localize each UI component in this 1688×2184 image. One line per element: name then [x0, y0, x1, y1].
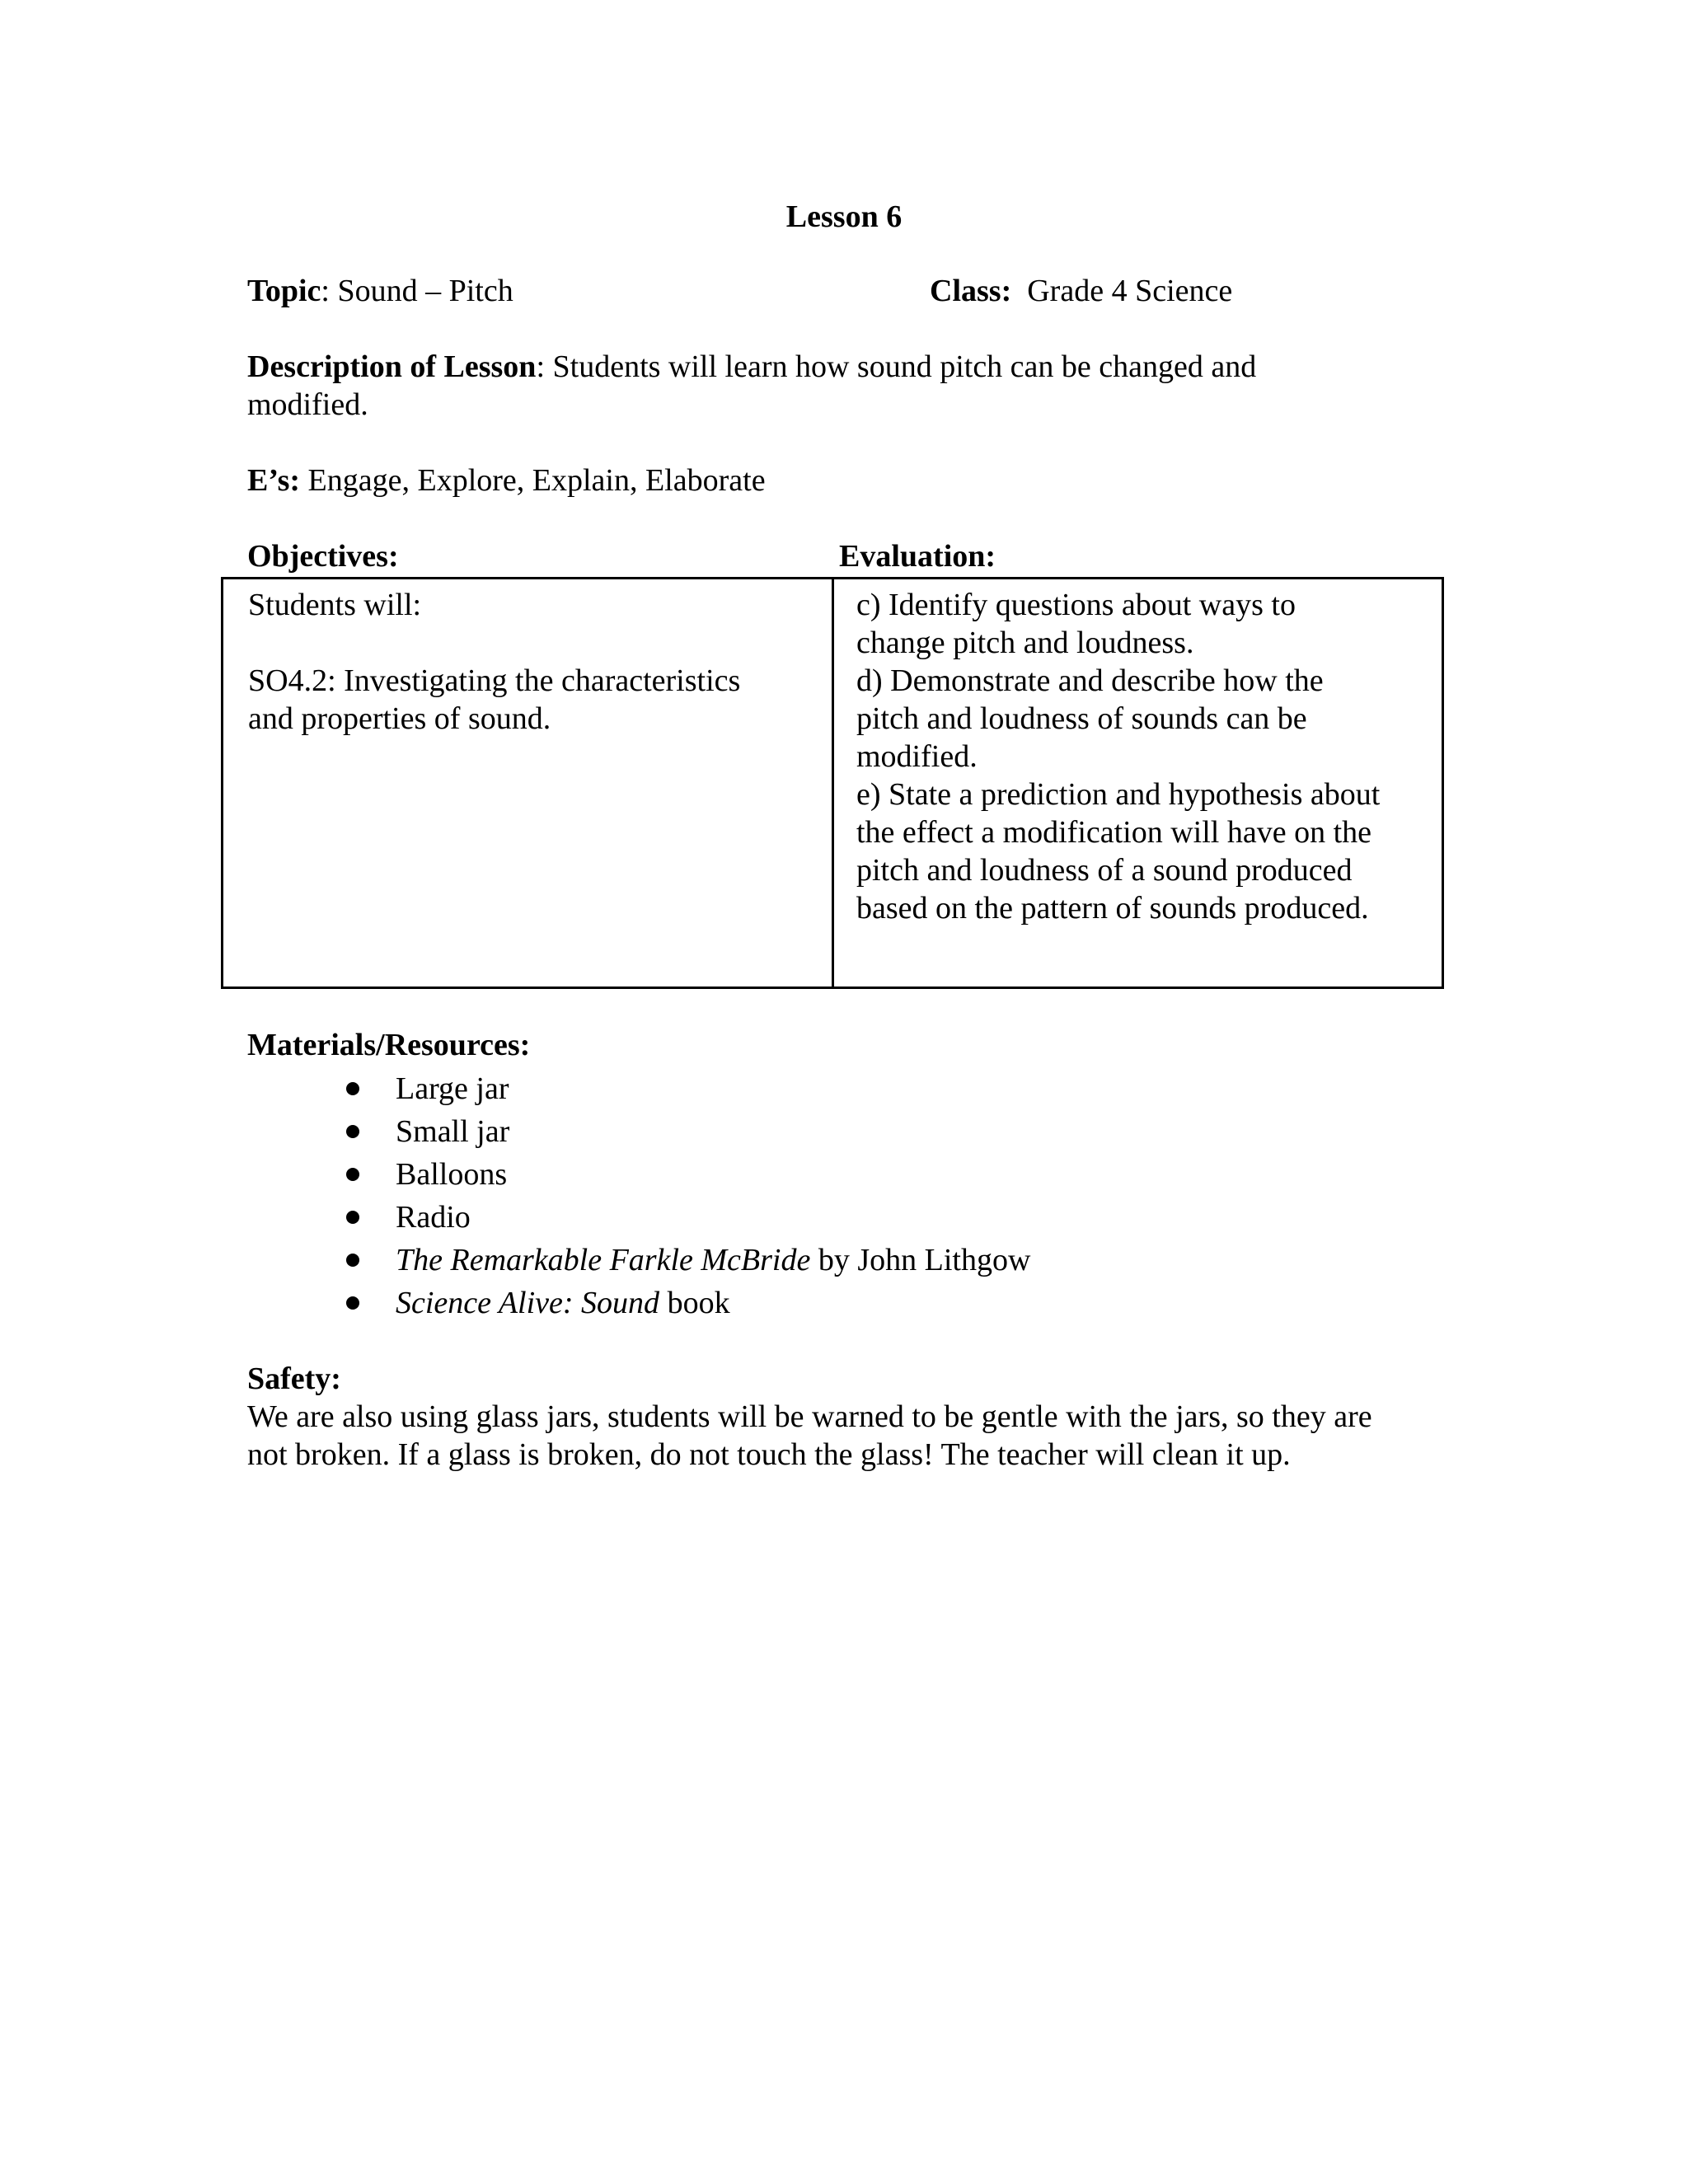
- list-item: [346, 1282, 1030, 1324]
- objectives-line: Students will:: [248, 588, 422, 622]
- class-line: [930, 272, 1232, 310]
- item-text: Small jar: [396, 1114, 510, 1149]
- bullet-icon: [346, 1125, 359, 1138]
- table-divider: [832, 579, 834, 987]
- list-item: [346, 1067, 1030, 1110]
- item-text: Large jar: [396, 1071, 509, 1106]
- objectives-evaluation-table: [221, 577, 1444, 989]
- list-item: [346, 1239, 1030, 1282]
- list-item: [346, 1196, 1030, 1239]
- topic-value: : Sound – Pitch: [321, 274, 513, 308]
- lesson-title: Lesson 6: [785, 199, 903, 234]
- objectives-heading: Objectives:: [247, 539, 399, 574]
- evaluation-line: e) State a prediction and hypothesis about: [856, 777, 1381, 812]
- objectives-line: SO4.2: Investigating the characteristics: [248, 663, 741, 698]
- es-line: [247, 462, 766, 499]
- evaluation-line: c) Identify questions about ways to: [856, 588, 1296, 622]
- topic-label: Topic: [247, 274, 321, 308]
- list-item: [346, 1153, 1030, 1196]
- description-text-1: : Students will learn how sound pitch can be changed and: [536, 349, 1257, 384]
- bullet-icon: [346, 1211, 359, 1224]
- evaluation-line: modified.: [856, 739, 978, 774]
- evaluation-line: change pitch and loudness.: [856, 626, 1194, 660]
- evaluation-line: based on the pattern of sounds produced.: [856, 891, 1369, 926]
- objectives-line: and properties of sound.: [248, 701, 551, 736]
- item-italic: The Remarkable Farkle McBride: [396, 1243, 811, 1277]
- class-value: Grade 4 Science: [1027, 274, 1233, 308]
- bullet-icon: [346, 1296, 359, 1310]
- description-line-2: modified.: [247, 387, 368, 422]
- description-label: Description of Lesson: [247, 349, 537, 384]
- item-text: Radio: [396, 1200, 471, 1235]
- class-label: Class:: [930, 274, 1012, 308]
- description-line-1: [247, 348, 1256, 386]
- evaluation-line: d) Demonstrate and describe how the: [856, 663, 1324, 698]
- item-italic: Science Alive: Sound: [396, 1286, 660, 1320]
- evaluation-line: the effect a modification will have on the: [856, 815, 1372, 850]
- materials-list: [346, 1067, 1030, 1324]
- es-value: Engage, Explore, Explain, Elaborate: [307, 463, 766, 498]
- objectives-spacer: [248, 624, 809, 662]
- es-label: E’s:: [247, 463, 301, 498]
- item-text: Balloons: [396, 1157, 508, 1192]
- item-text: by John Lithgow: [810, 1243, 1031, 1277]
- bullet-icon: [346, 1168, 359, 1181]
- evaluation-line: pitch and loudness of a sound produced: [856, 853, 1353, 888]
- safety-line-1: We are also using glass jars, students will be warned to be gentle with the jars, so they are: [247, 1399, 1372, 1434]
- safety-heading: Safety:: [247, 1361, 341, 1396]
- list-item: [346, 1110, 1030, 1153]
- evaluation-line: pitch and loudness of sounds can be: [856, 701, 1307, 736]
- materials-heading: Materials/Resources:: [247, 1028, 531, 1062]
- objectives-cell: [248, 586, 809, 738]
- bullet-icon: [346, 1082, 359, 1095]
- evaluation-cell: [856, 586, 1433, 927]
- evaluation-heading: Evaluation:: [839, 539, 996, 574]
- bullet-icon: [346, 1254, 359, 1267]
- item-text: book: [659, 1286, 730, 1320]
- safety-line-2: not broken. If a glass is broken, do not touch the glass! The teacher will clean it up.: [247, 1437, 1291, 1472]
- topic-line: [247, 272, 513, 310]
